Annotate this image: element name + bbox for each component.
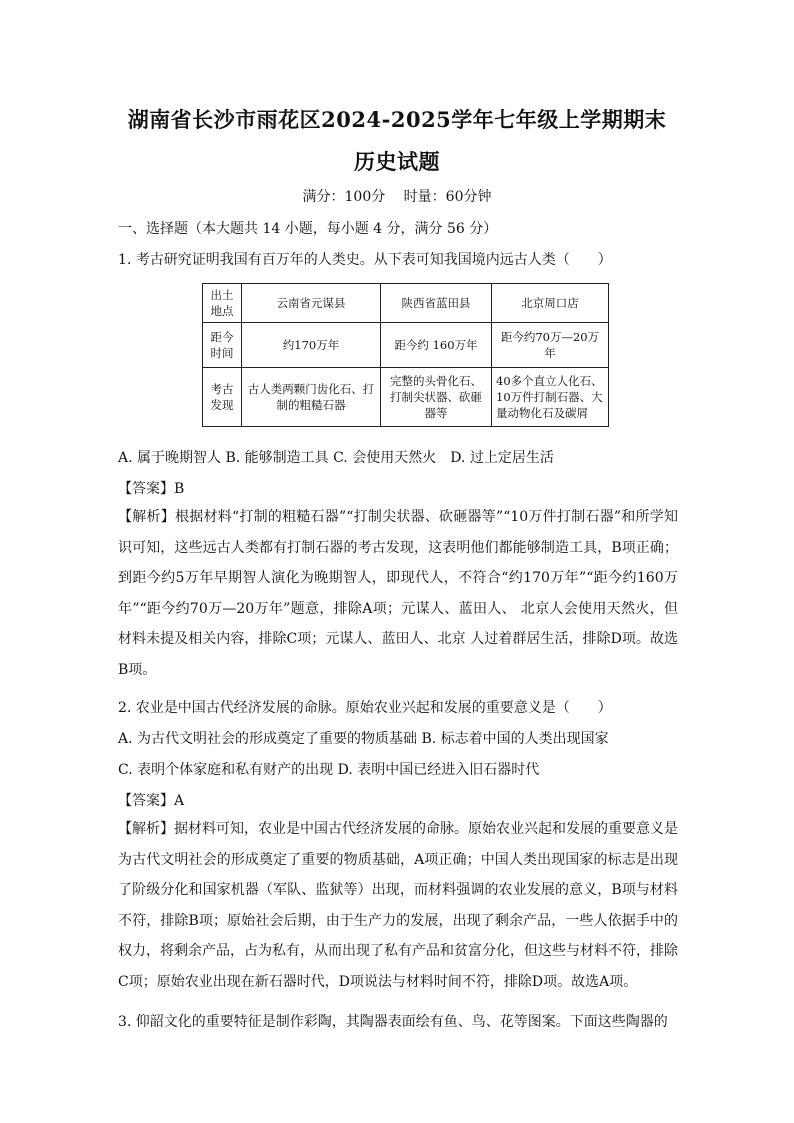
exam-meta: 满分：100分 时量：60分钟 <box>302 189 492 205</box>
site-zhoukoudian: 北京周口店 <box>492 284 609 323</box>
site-yuanmou: 云南省元谋县 <box>242 284 381 323</box>
site-lantian: 陕西省蓝田县 <box>381 284 492 323</box>
question-1-stem: 1. 考古研究证明我国有百万年的人类史。从下表可知我国境内远古人类（ ） <box>118 252 612 268</box>
finds-zhoukoudian: 40多个直立人化石、10万件打制石器、大量动物化石及碳屑 <box>492 368 609 427</box>
row-header-finds: 考古发现 <box>203 368 242 427</box>
question-2-analysis: 【解析】据材料可知，农业是中国古代经济发展的命脉。原始农业兴起和发展的重要意义是为古代文明社会的形成奠定了重要的物质基础，A项正确；中国人类出现国家的标志是出现了阶级分化和国家机器（军队、监狱等）出现，而材料强调的农业发展的意义，B项与材料不符，排除B项；原始社会后期，由于生产力的发展，出现了剩余产品，一些人依据手中的权力，将剩余产品，占为私有，从而出现了私有产品和贫富分化，但这些与材料不符，排除C项；原始农业出现在新石器时代，D项说法与材料时间不符，排除D项。故选A项。 <box>118 821 678 990</box>
date-lantian: 距今约 160万年 <box>381 323 492 368</box>
finds-lantian: 完整的头骨化石、打制尖状器、砍砸器等 <box>381 368 492 427</box>
question-1-answer: 【答案】B <box>118 481 185 497</box>
row-header-date: 距今时间 <box>203 323 242 368</box>
section-heading: 一、选择题（本大题共 14 小题，每小题 4 分，满分 56 分） <box>118 221 498 237</box>
date-zhoukoudian: 距今约70万—20万年 <box>492 323 609 368</box>
question-2-options-line1: A. 为古代文明社会的形成奠定了重要的物质基础 B. 标志着中国的人类出现国家 <box>118 731 609 747</box>
question-2-stem: 2. 农业是中国古代经济发展的命脉。原始农业兴起和发展的重要意义是（ ） <box>118 700 612 716</box>
question-1-options: A. 属于晚期智人 B. 能够制造工具 C. 会使用天然火 D. 过上定居生活 <box>118 450 554 466</box>
question-2-options-line2: C. 表明个体家庭和私有财产的出现 D. 表明中国已经进入旧石器时代 <box>118 762 540 778</box>
question-2-answer: 【答案】A <box>118 793 185 809</box>
question-1-analysis: 【解析】根据材料“打制的粗糙石器”“打制尖状器、砍砸器等”“10万件打制石器”和所学知识可知，这些远古人类都有打制石器的考古发现，这表明他们都能够制造工具，B项正确；到距今约5万年早期智人演化为晚期智人，即现代人，不符合“约170万年”“距今约160万年”“距今约70万—20万年”题意，排除A项；元谋人、蓝田人、 北京人会使用天然火，但材料未提及相关内容，排除C项；元谋人、蓝田人、北京 人过着群居生活，排除D项。故选B项。 <box>118 509 678 678</box>
exam-title: 湖南省长沙市雨花区2024-2025学年七年级上学期期末 <box>127 107 667 132</box>
finds-yuanmou: 古人类两颗门齿化石、打制的粗糙石器 <box>242 368 381 427</box>
row-header-site: 出土地点 <box>203 284 242 323</box>
exam-subtitle: 历史试题 <box>354 149 440 174</box>
date-yuanmou: 约170万年 <box>242 323 381 368</box>
question-3-stem: 3. 仰韶文化的重要特征是制作彩陶，其陶器表面绘有鱼、鸟、花等图案。下面这些陶器的 <box>118 1014 668 1030</box>
q1-table <box>202 283 609 427</box>
